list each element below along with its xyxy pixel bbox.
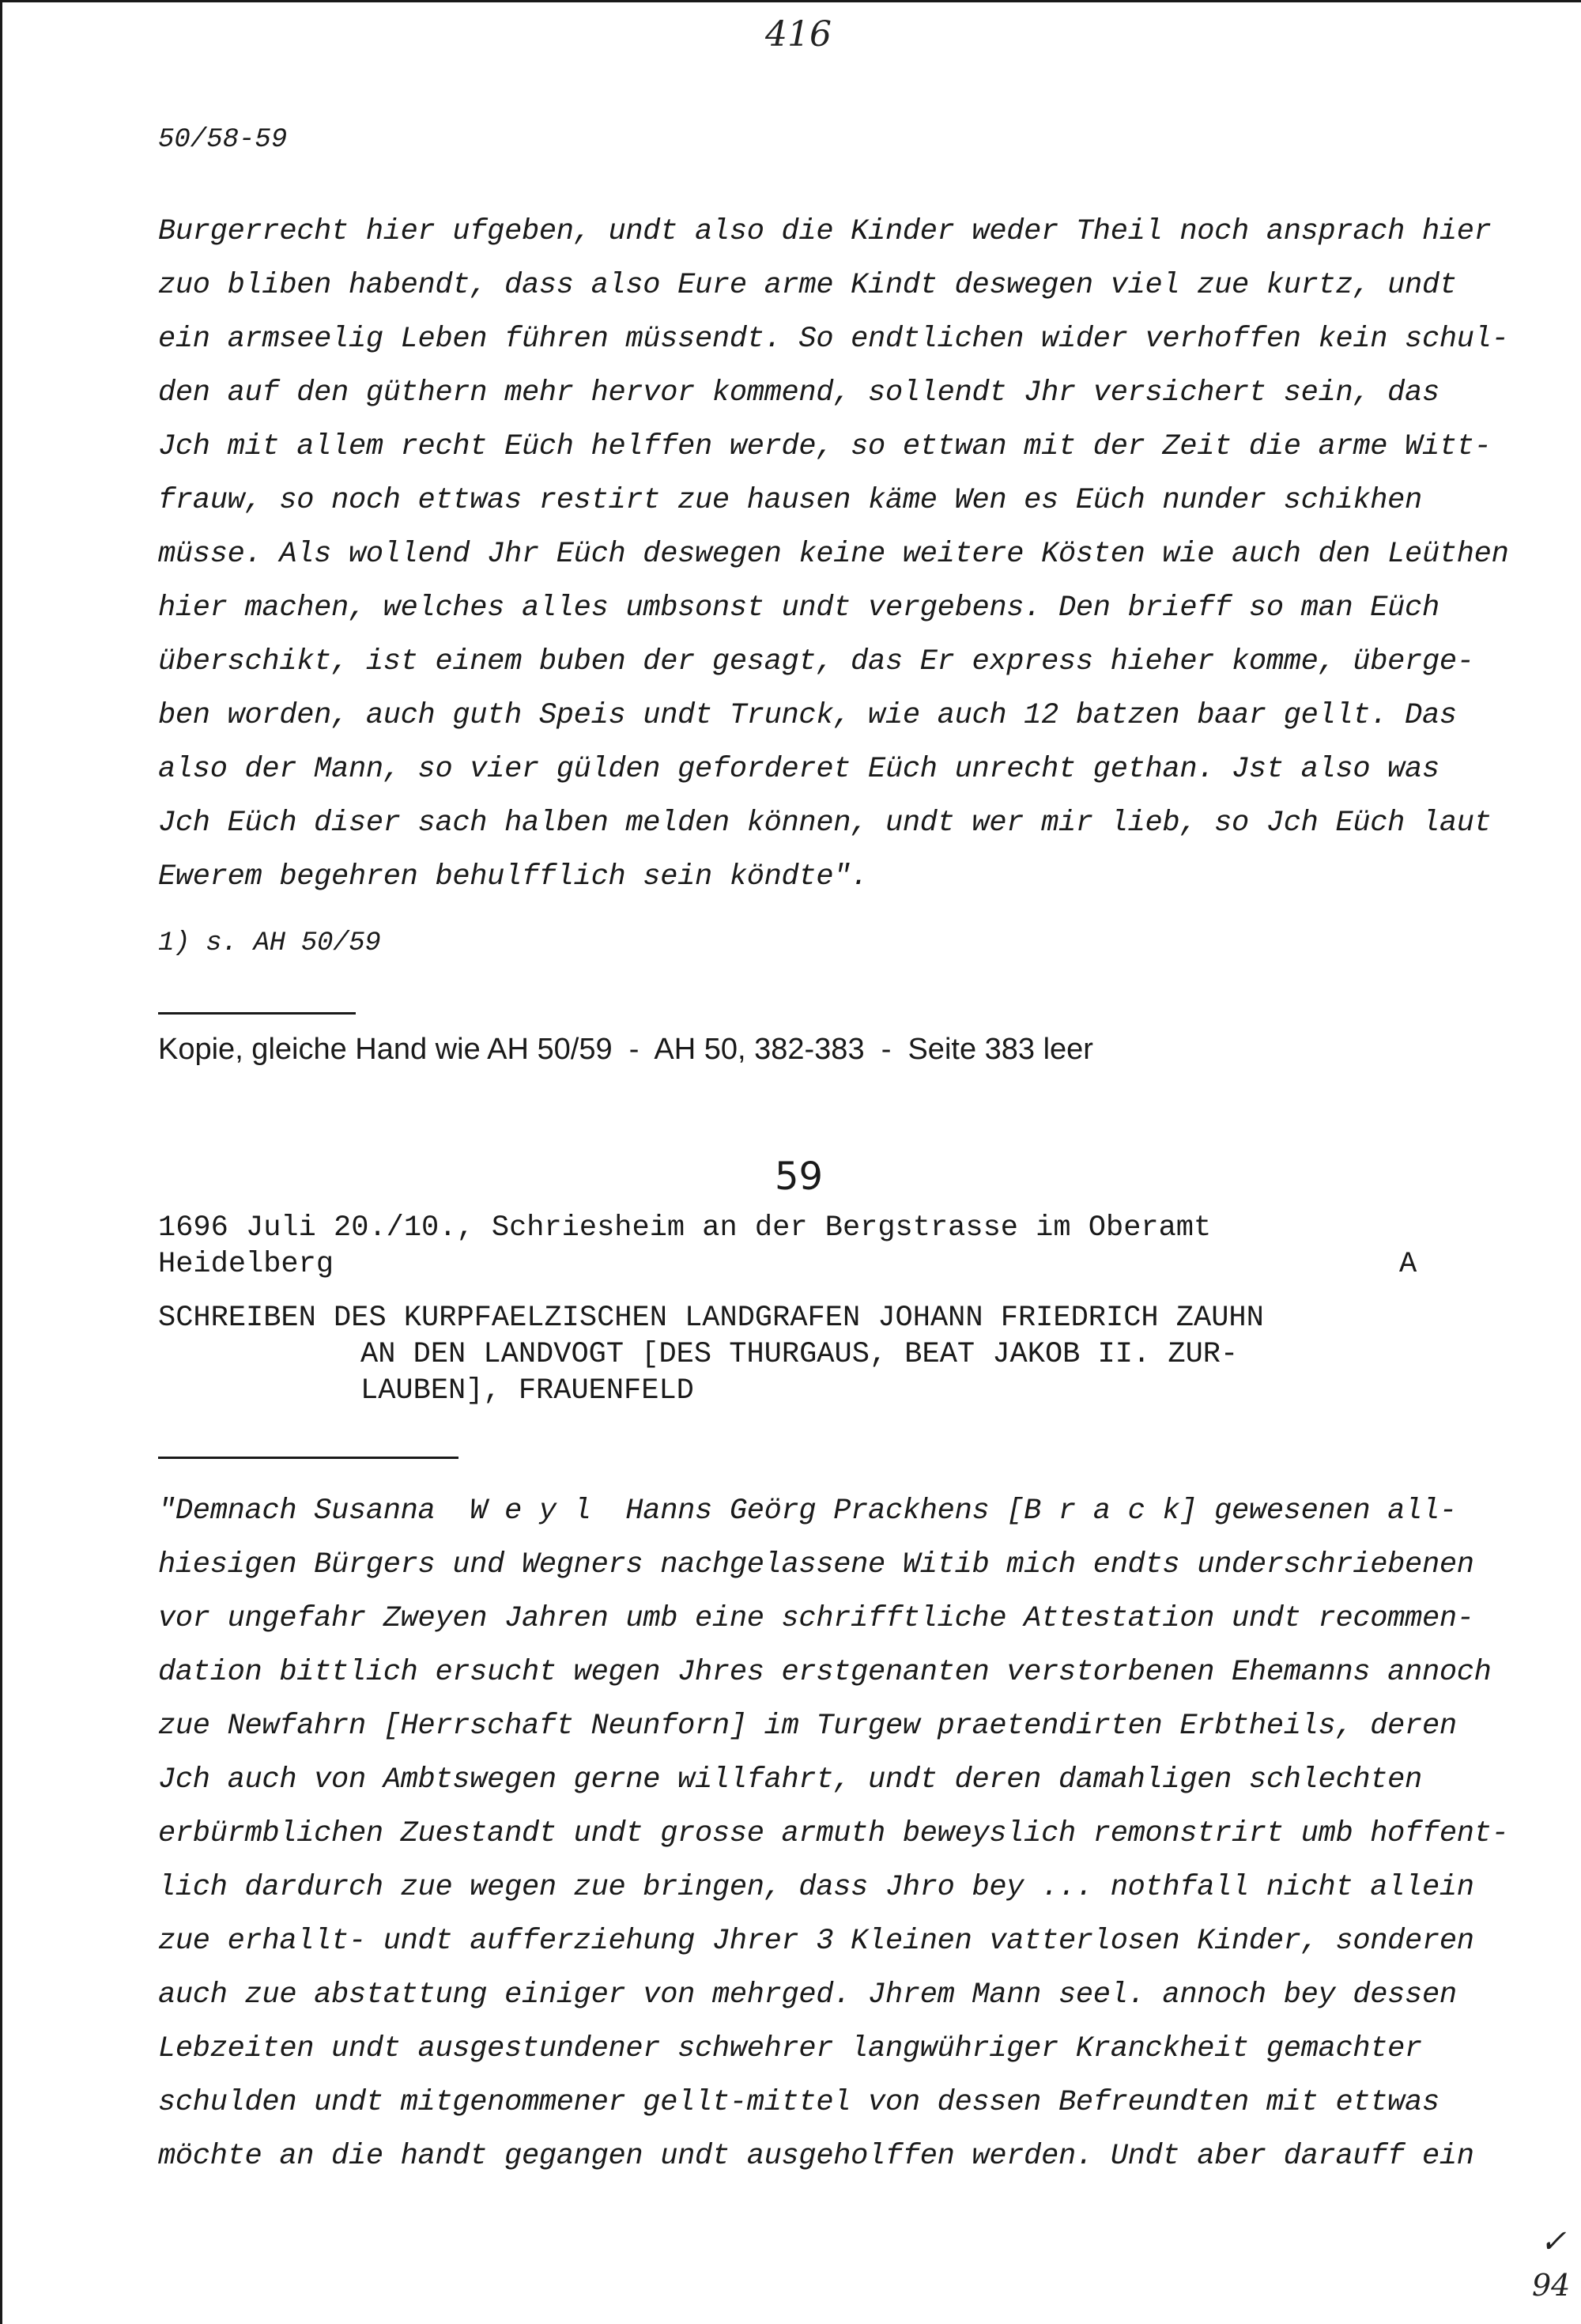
text-line: Jch Eüch diser sach halben melden können, undt wer mir lieb, so Jch Eüch laut xyxy=(158,807,1492,840)
text-line: Jch auch von Ambtswegen gerne willfahrt, undt deren damahligen schlechten xyxy=(158,1763,1422,1797)
text-line: Jch mit allem recht Eüch helffen werde, so ettwan mit der Zeit die arme Witt- xyxy=(158,430,1492,463)
source-note: Kopie, gleiche Hand wie AH 50/59 - AH 50, 382-383 - Seite 383 leer xyxy=(158,1033,1093,1066)
document-number: 59 xyxy=(775,1154,824,1199)
footnote: 1) s. AH 50/59 xyxy=(158,928,381,958)
text-line: hier machen, welches alles umbsonst undt vergebens. Den brieff so man Eüch xyxy=(158,591,1440,625)
document-marker: A xyxy=(1399,1248,1417,1281)
text-line: Burgerrecht hier ufgeben, undt also die Kinder weder Theil noch ansprach hier xyxy=(158,215,1492,248)
scan-edge-top xyxy=(0,0,1581,2)
document-title-line: SCHREIBEN DES KURPFAELZISCHEN LANDGRAFEN JOHANN FRIEDRICH ZAUHN xyxy=(158,1302,1264,1335)
text-line: möchte an die handt gegangen undt ausgeholffen werden. Undt aber darauff ein xyxy=(158,2140,1474,2173)
text-line: ben worden, auch guth Speis undt Trunck, wie auch 12 batzen baar gellt. Das xyxy=(158,699,1457,732)
text-line: vor ungefahr Zweyen Jahren umb eine schrifftliche Attestation undt recommen- xyxy=(158,1602,1474,1635)
margin-check-mark: ✓ xyxy=(1540,2224,1567,2260)
text-line: "Demnach Susanna W e y l Hanns Geörg Prackhens [B r a c k] gewesenen all- xyxy=(158,1495,1457,1528)
text-line: hiesigen Bürgers und Wegners nachgelassene Witib mich endts underschriebenen xyxy=(158,1548,1474,1581)
text-line: lich dardurch zue wegen zue bringen, dass Jhro bey ... nothfall nicht allein xyxy=(158,1871,1474,1904)
header-divider xyxy=(158,1457,458,1459)
document-reference: 50/58-59 xyxy=(158,125,288,155)
text-line: Ewerem begehren behulfflich sein köndte". xyxy=(158,860,869,894)
text-line: zue erhallt- undt aufferziehung Jhrer 3 Kleinen vatterlosen Kinder, sonderen xyxy=(158,1925,1474,1958)
handwritten-page-number: 416 xyxy=(765,14,832,55)
text-line: erbürmblichen Zuestandt undt grosse armuth beweyslich remonstrirt umb hoffent- xyxy=(158,1817,1509,1850)
margin-folio-number: 94 xyxy=(1532,2268,1571,2303)
text-line: müsse. Als wollend Jhr Eüch deswegen keine weitere Kösten wie auch den Leüthen xyxy=(158,538,1509,571)
footnote-divider xyxy=(158,1012,356,1015)
text-line: also der Mann, so vier gülden geforderet Eüch unrecht gethan. Jst also was xyxy=(158,753,1440,786)
text-line: Lebzeiten undt ausgestundener schwehrer langwühriger Kranckheit gemachter xyxy=(158,2032,1422,2065)
text-line: schulden undt mitgenommener gellt-mittel von dessen Befreundten mit ettwas xyxy=(158,2086,1440,2119)
document-title-line: AN DEN LANDVOGT [DES THURGAUS, BEAT JAKOB II. ZUR- xyxy=(360,1338,1239,1371)
text-line: zuo bliben habendt, dass also Eure arme Kindt deswegen viel zue kurtz, undt xyxy=(158,269,1457,302)
date-place-line: 1696 Juli 20./10., Schriesheim an der Bergstrasse im Oberamt xyxy=(158,1211,1212,1245)
text-line: zue Newfahrn [Herrschaft Neunforn] im Turgew praetendirten Erbtheils, deren xyxy=(158,1710,1457,1743)
text-line: dation bittlich ersucht wegen Jhres erstgenanten verstorbenen Ehemanns annoch xyxy=(158,1656,1492,1689)
text-line: frauw, so noch ettwas restirt zue hausen käme Wen es Eüch nunder schikhen xyxy=(158,484,1422,517)
text-line: überschikt, ist einem buben der gesagt, das Er express hieher komme, überge- xyxy=(158,645,1474,678)
text-line: den auf den güthern mehr hervor kommend, sollendt Jhr versichert sein, das xyxy=(158,376,1440,410)
text-line: auch zue abstattung einiger von mehrged. Jhrem Mann seel. annoch bey dessen xyxy=(158,1978,1457,2012)
date-place-line: Heidelberg xyxy=(158,1248,334,1281)
text-line: ein armseelig Leben führen müssendt. So endtlichen wider verhoffen kein schul- xyxy=(158,323,1509,356)
document-title-line: LAUBEN], FRAUENFELD xyxy=(360,1374,694,1408)
scan-edge-left xyxy=(0,0,2,2324)
